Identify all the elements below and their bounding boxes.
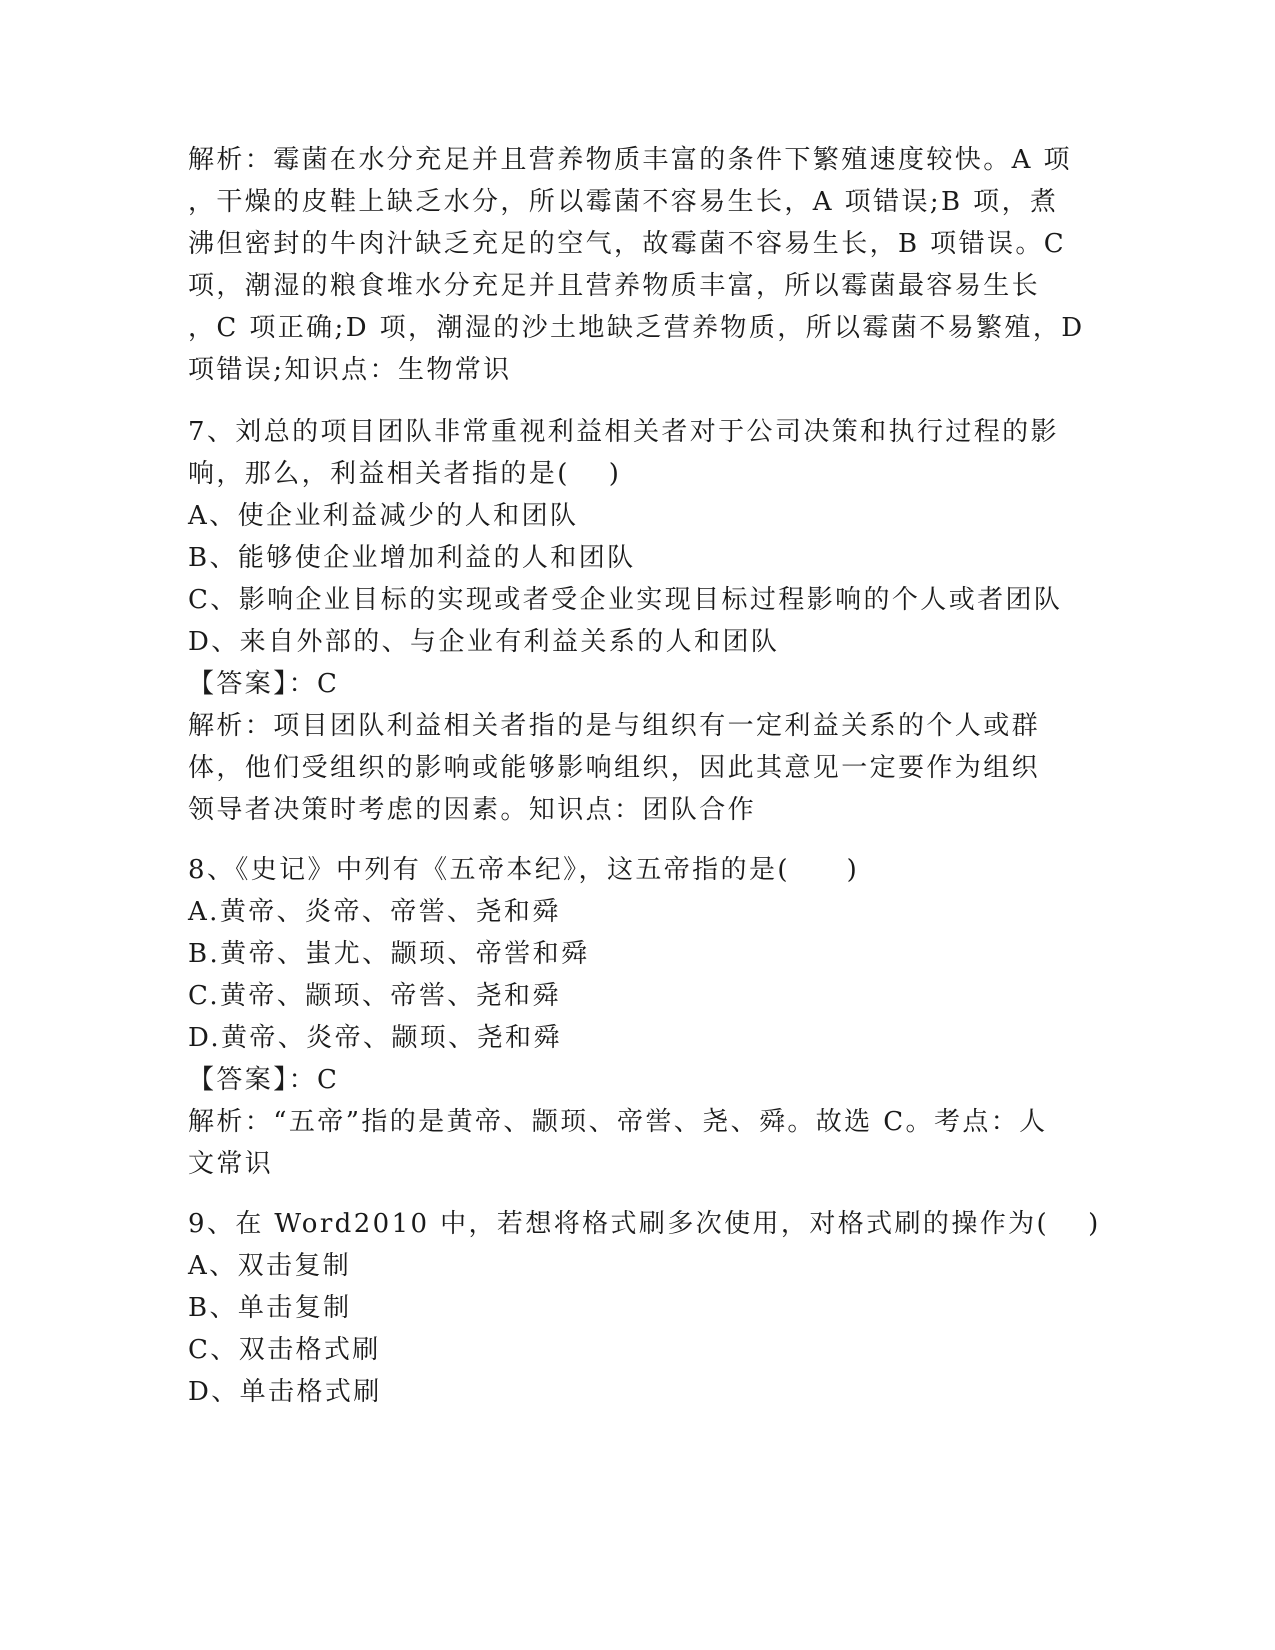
- analysis-line: 解析：霉菌在水分充足并且营养物质丰富的条件下繁殖速度较快。A 项: [188, 145, 1072, 175]
- option-d: D、单击格式刷: [188, 1377, 382, 1407]
- analysis-line: 项错误;知识点：生物常识: [188, 355, 512, 385]
- option-a: A、使企业利益减少的人和团队: [188, 501, 579, 531]
- analysis-line: 文常识: [188, 1149, 274, 1179]
- option-c: C、影响企业目标的实现或者受企业实现目标过程影响的个人或者团队: [188, 585, 1063, 615]
- option-a: A.黄帝、炎帝、帝喾、尧和舜: [188, 897, 561, 927]
- question-stem: 8、《史记》中列有《五帝本纪》，这五帝指的是( ): [188, 855, 860, 885]
- answer-line: 【答案】：C: [188, 1065, 340, 1095]
- option-a: A、双击复制: [188, 1251, 352, 1281]
- analysis-line: ，C 项正确;D 项，潮湿的沙土地缺乏营养物质，所以霉菌不易繁殖，D: [188, 313, 1085, 343]
- question-stem: 9、在 Word2010 中，若想将格式刷多次使用，对格式刷的操作为( ): [188, 1209, 1101, 1239]
- option-b: B.黄帝、蚩尤、颛顼、帝喾和舜: [188, 939, 590, 969]
- question-stem: 7、刘总的项目团队非常重视利益相关者对于公司决策和执行过程的影: [188, 417, 1059, 447]
- question-stem: 响，那么，利益相关者指的是( ): [188, 459, 622, 489]
- answer-line: 【答案】：C: [188, 669, 340, 699]
- option-d: D.黄帝、炎帝、颛顼、尧和舜: [188, 1023, 562, 1053]
- analysis-line: 领导者决策时考虑的因素。知识点：团队合作: [188, 795, 757, 825]
- analysis-line: 项，潮湿的粮食堆水分充足并且营养物质丰富，所以霉菌最容易生长: [188, 271, 1041, 301]
- analysis-line: 解析：“五帝”指的是黄帝、颛顼、帝喾、尧、舜。故选 C。考点：人: [188, 1107, 1048, 1137]
- option-c: C.黄帝、颛顼、帝喾、尧和舜: [188, 981, 561, 1011]
- analysis-line: 体，他们受组织的影响或能够影响组织，因此其意见一定要作为组织: [188, 753, 1041, 783]
- option-b: B、能够使企业增加利益的人和团队: [188, 543, 636, 573]
- option-d: D、来自外部的、与企业有利益关系的人和团队: [188, 627, 780, 657]
- option-b: B、单击复制: [188, 1293, 352, 1323]
- analysis-line: 解析：项目团队利益相关者指的是与组织有一定利益关系的个人或群: [188, 711, 1041, 741]
- analysis-line: 沸但密封的牛肉汁缺乏充足的空气，故霉菌不容易生长，B 项错误。C: [188, 229, 1067, 259]
- analysis-line: ，干燥的皮鞋上缺乏水分，所以霉菌不容易生长，A 项错误;B 项，煮: [188, 187, 1059, 217]
- option-c: C、双击格式刷: [188, 1335, 381, 1365]
